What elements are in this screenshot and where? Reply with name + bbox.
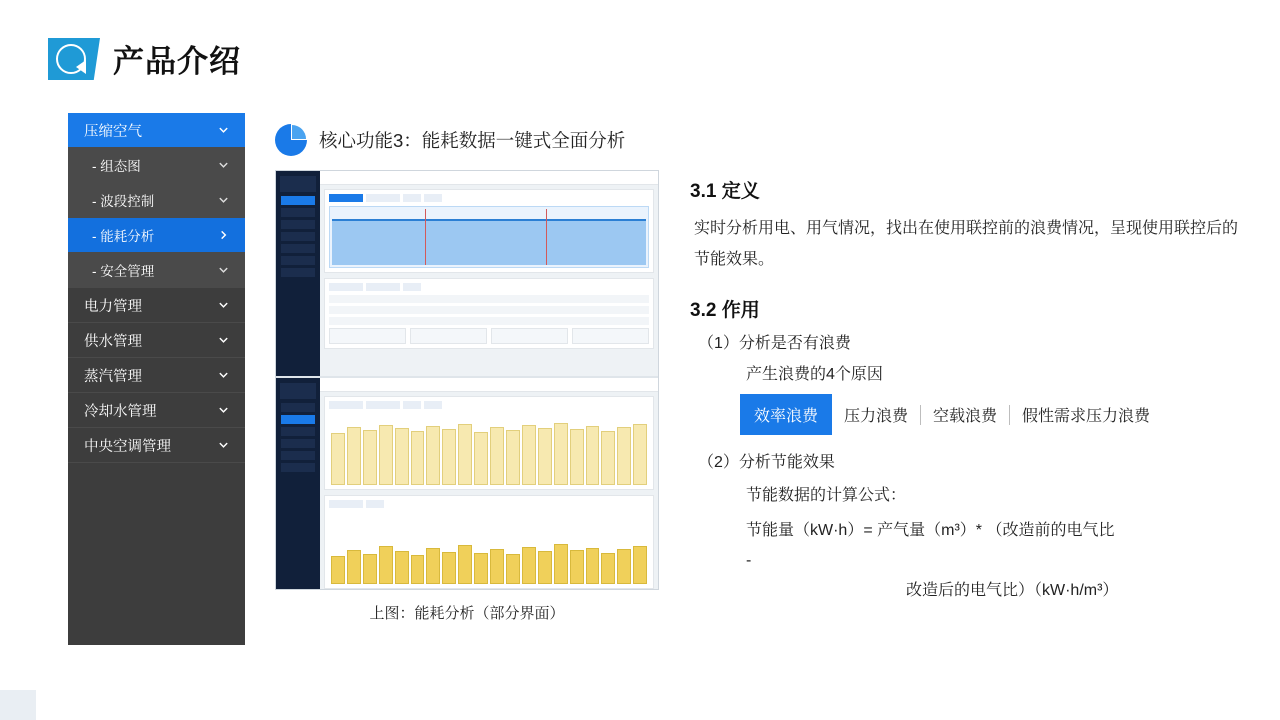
tag-pressure-waste[interactable]: 压力浪费 <box>844 408 909 425</box>
sidebar-item-label: 供水管理 <box>84 333 142 350</box>
center-heading-label: 核心功能3：能耗数据一键式全面分析 <box>319 130 626 151</box>
corner-accent <box>0 690 36 720</box>
tag-efficiency-waste[interactable]: 效率浪费 <box>740 394 832 435</box>
sidebar-item-central-ac-management[interactable] <box>68 428 245 463</box>
sidebar-item-label: 压缩空气 <box>84 123 142 140</box>
content-column <box>690 176 1250 605</box>
sidebar-item-label: - 波段控制 <box>92 194 155 209</box>
formula-line-2: - <box>746 552 752 569</box>
page-header <box>0 0 1280 100</box>
app-topbar <box>320 171 658 185</box>
sidebar-item-safety-management[interactable] <box>68 253 245 288</box>
chevron-down-icon <box>218 195 229 206</box>
sidebar-item-cooling-water-management[interactable] <box>68 393 245 428</box>
app-sidebar <box>276 378 320 590</box>
header-badge <box>48 38 100 80</box>
screenshot-panel-top <box>276 171 658 376</box>
chevron-down-icon <box>218 370 229 381</box>
pie-chart-icon <box>275 124 307 156</box>
app-content-top <box>320 185 658 376</box>
app-topbar <box>320 378 658 392</box>
chart-card <box>324 189 654 273</box>
bar-chart-card-2 <box>324 495 654 589</box>
chevron-down-icon <box>218 405 229 416</box>
sidebar-item-label: 蒸汽管理 <box>84 368 142 385</box>
bar-chart-card-1 <box>324 396 654 490</box>
formula-line-1: 节能量（kW·h）= 产气量（m³）* （改造前的电气比 <box>746 522 1115 539</box>
app-content-bottom <box>320 392 658 590</box>
sidebar-item-label: - 能耗分析 <box>92 229 155 244</box>
sidebar-item-compressed-air[interactable] <box>68 113 245 148</box>
sidebar-item-steam-management[interactable] <box>68 358 245 393</box>
section-1-body: 实时分析用电、用气情况，找出在使用联控前的浪费情况，呈现使用联控后的节能效果。 <box>694 220 1239 268</box>
sidebar-item-label: 中央空调管理 <box>84 438 171 455</box>
sidebar-item-configuration-diagram[interactable] <box>68 148 245 183</box>
chevron-down-icon <box>218 300 229 311</box>
list-item-1-sub: 产生浪费的4个原因 <box>746 366 883 383</box>
sidebar-item-label: - 组态图 <box>92 159 141 174</box>
section-2-title: 3.2 作用 <box>690 300 760 321</box>
page-title: 产品介绍 <box>113 44 241 79</box>
sidebar-item-water-supply-management[interactable] <box>68 323 245 358</box>
screenshot-caption: 上图：能耗分析（部分界面） <box>369 605 565 622</box>
center-heading <box>275 124 625 156</box>
section-1-title: 3.1 定义 <box>690 181 760 202</box>
list-item-1: （1）分析是否有浪费 <box>698 335 851 352</box>
app-sidebar <box>276 171 320 376</box>
table-card <box>324 278 654 349</box>
sidebar-item-label: 冷却水管理 <box>84 403 157 420</box>
sidebar-item-label: - 安全管理 <box>92 264 155 279</box>
formula-line-3: 改造后的电气比）（kW·h/m³） <box>906 582 1119 599</box>
play-left-icon <box>56 44 86 74</box>
chevron-right-icon <box>218 230 229 241</box>
chevron-down-icon <box>218 125 229 136</box>
area-chart <box>329 206 649 268</box>
sidebar-nav <box>68 113 245 645</box>
energy-analysis-screenshot <box>275 170 659 590</box>
bar-chart <box>329 413 649 485</box>
tag-idle-waste[interactable]: 空载浪费 <box>933 408 998 425</box>
sidebar-item-energy-analysis[interactable] <box>68 218 245 253</box>
bar-chart <box>329 512 649 584</box>
screenshot-panel-bottom <box>276 376 658 590</box>
chevron-down-icon <box>218 440 229 451</box>
list-item-2-sub: 节能数据的计算公式： <box>746 487 907 504</box>
waste-reason-tags <box>740 394 1250 435</box>
chevron-down-icon <box>218 265 229 276</box>
sidebar-item-power-management[interactable] <box>68 288 245 323</box>
sidebar-item-band-control[interactable] <box>68 183 245 218</box>
chevron-down-icon <box>218 160 229 171</box>
chevron-down-icon <box>218 335 229 346</box>
tag-false-demand-pressure-waste[interactable]: 假性需求压力浪费 <box>1022 408 1151 425</box>
list-item-2: （2）分析节能效果 <box>698 454 835 471</box>
sidebar-item-label: 电力管理 <box>84 298 142 315</box>
play-left-triangle <box>76 60 86 74</box>
